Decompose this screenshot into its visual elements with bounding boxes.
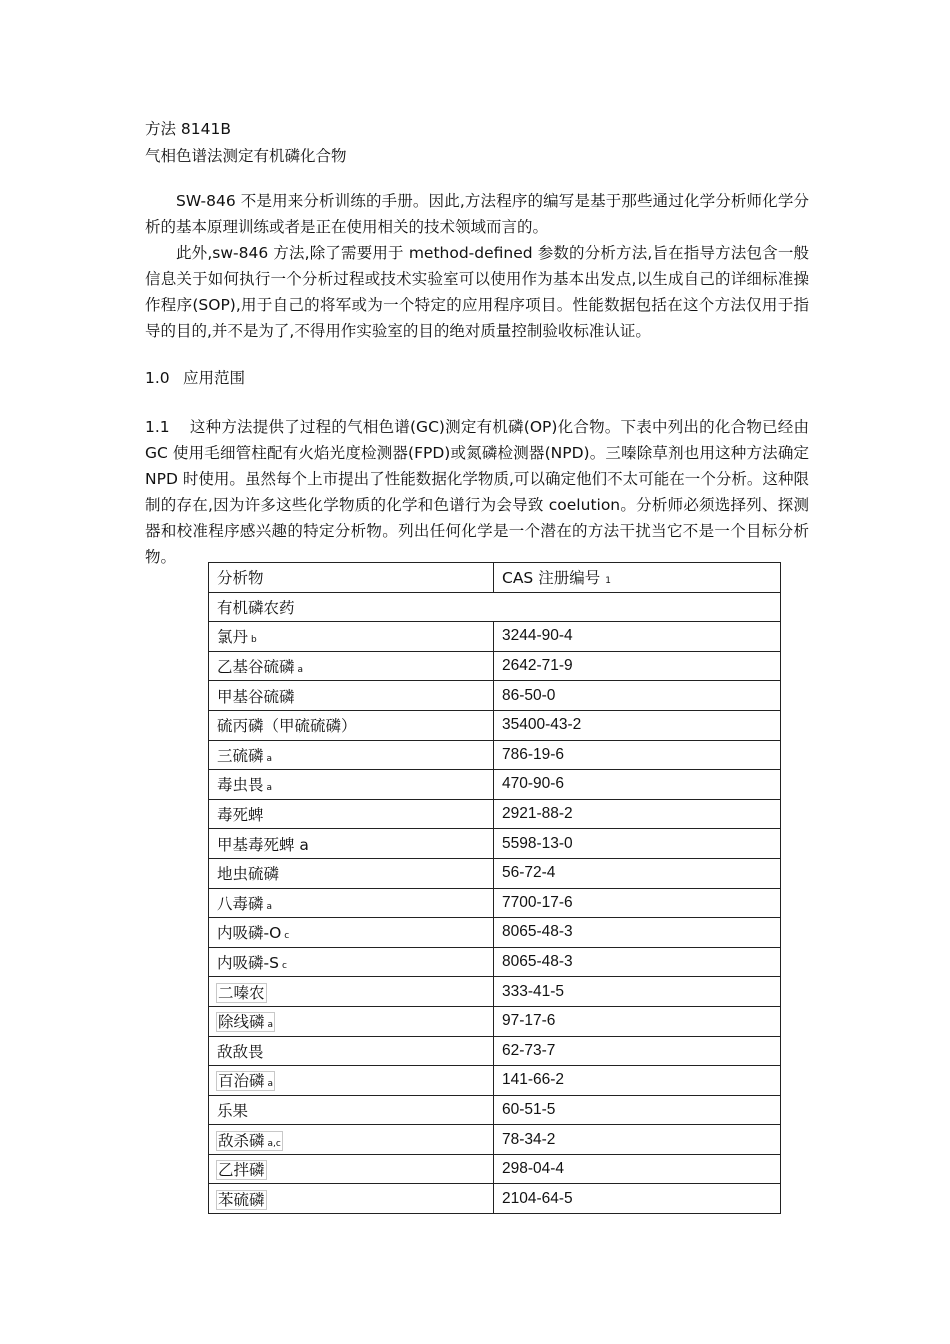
analyte-cell — [209, 1125, 494, 1155]
analyte-name: 乙拌磷 — [218, 1161, 265, 1180]
group-label: 有机磷农药 — [209, 592, 781, 622]
analyte-cell — [209, 622, 494, 652]
cas-number-cell: 786-19-6 — [494, 740, 781, 770]
analyte-name: 八毒磷 — [217, 894, 264, 913]
analyte-name-wrap — [217, 984, 266, 1002]
analyte-cell — [209, 977, 494, 1007]
analyte-name: 甲基谷硫磷 — [217, 687, 295, 706]
analyte-name-wrap — [217, 836, 309, 854]
cas-number-cell: 298-04-4 — [494, 1154, 781, 1184]
cas-number-cell: 35400-43-2 — [494, 710, 781, 740]
analyte-name: 内吸磷-S — [217, 954, 279, 973]
cas-number-cell: 86-50-0 — [494, 681, 781, 711]
analyte-name: 毒虫畏 — [217, 776, 264, 795]
footnote-mark: a — [266, 901, 273, 912]
analyte-name-wrap — [217, 1102, 248, 1120]
cas-number-cell: 2921-88-2 — [494, 799, 781, 829]
table-row — [209, 947, 781, 977]
analyte-name: 苯硫磷 — [218, 1190, 265, 1209]
document-subtitle: 气相色谱法测定有机磷化合物 — [145, 147, 347, 165]
analyte-cell — [209, 1095, 494, 1125]
section-heading — [145, 368, 245, 388]
cas-number-cell: 2642-71-9 — [494, 651, 781, 681]
analyte-cell — [209, 770, 494, 800]
analyte-name: 敌杀磷 — [218, 1131, 265, 1150]
cas-number-cell: 470-90-6 — [494, 770, 781, 800]
cas-number-cell: 8065-48-3 — [494, 918, 781, 948]
analyte-name: 乙基谷硫磷 — [217, 658, 295, 677]
analyte-name: 毒死蜱 — [217, 806, 264, 825]
analyte-name-wrap — [217, 747, 272, 765]
table-row — [209, 1184, 781, 1214]
footnote-mark: a — [266, 753, 273, 764]
analyte-cell — [209, 1036, 494, 1066]
table-row — [209, 1036, 781, 1066]
table-header-row — [209, 563, 781, 593]
analyte-name: 除线磷 — [218, 1013, 265, 1032]
analyte-name-wrap — [217, 806, 264, 824]
table-row — [209, 918, 781, 948]
analyte-name-wrap — [217, 658, 303, 676]
subsection-number: 1.1 — [145, 418, 170, 436]
section-title: 应用范围 — [183, 369, 246, 387]
table-row — [209, 977, 781, 1007]
analyte-cell — [209, 829, 494, 859]
table-row — [209, 622, 781, 652]
analyte-name-wrap — [217, 628, 257, 646]
cas-number-cell: 8065-48-3 — [494, 947, 781, 977]
cas-number-cell: 56-72-4 — [494, 858, 781, 888]
analyte-name-wrap — [217, 895, 272, 913]
analyte-name-wrap — [217, 1161, 266, 1179]
analyte-cas-table — [208, 562, 781, 1214]
intro-paragraph-1: SW-846 不是用来分析训练的手册。因此,方法程序的编写是基于那些通过化学分析师化学分析的基本原理训练或者是正在使用相关的技术领域而言的。 — [145, 192, 809, 236]
cas-number-cell: 2104-64-5 — [494, 1184, 781, 1214]
analyte-cell — [209, 1184, 494, 1214]
table-row — [209, 799, 781, 829]
analyte-name: 百治磷 — [218, 1072, 265, 1091]
analyte-cell — [209, 888, 494, 918]
cas-number-cell: 3244-90-4 — [494, 622, 781, 652]
analyte-name-wrap — [217, 954, 287, 972]
analyte-name: 地虫硫磷 — [217, 865, 280, 884]
footnote-mark: a — [297, 665, 304, 676]
analyte-name-wrap — [217, 1132, 282, 1150]
table-row — [209, 1066, 781, 1096]
table-row — [209, 651, 781, 681]
footnote-mark: a — [267, 1020, 274, 1031]
table-row — [209, 1154, 781, 1184]
analyte-name: 二嗪农 — [218, 983, 265, 1002]
analyte-name-wrap — [217, 688, 295, 706]
analyte-name: 敌敌畏 — [217, 1042, 264, 1061]
analyte-name-wrap — [217, 1072, 274, 1090]
footnote-mark: a,c — [267, 1138, 281, 1149]
footnote-mark: b — [251, 635, 257, 646]
cas-number-cell: 78-34-2 — [494, 1125, 781, 1155]
cas-number-cell: 97-17-6 — [494, 1006, 781, 1036]
cas-number-cell: 60-51-5 — [494, 1095, 781, 1125]
cas-number-cell: 7700-17-6 — [494, 888, 781, 918]
table-row — [209, 740, 781, 770]
analyte-name-wrap — [217, 776, 272, 794]
analyte-name-wrap — [217, 1013, 274, 1031]
cas-number-cell: 62-73-7 — [494, 1036, 781, 1066]
subsection-paragraph — [145, 414, 809, 570]
analyte-cell — [209, 681, 494, 711]
table-row — [209, 888, 781, 918]
table-row — [209, 681, 781, 711]
analyte-cell — [209, 710, 494, 740]
cas-number-cell: 333-41-5 — [494, 977, 781, 1007]
analyte-name-wrap — [217, 865, 279, 883]
analyte-cell — [209, 799, 494, 829]
analyte-name-wrap — [217, 717, 357, 735]
analyte-name-wrap — [217, 924, 289, 942]
analyte-name: 甲基毒死蜱 a — [217, 835, 309, 854]
table-row — [209, 710, 781, 740]
footnote-mark: a — [266, 783, 273, 794]
analyte-name: 乐果 — [217, 1101, 249, 1120]
analyte-name-wrap — [217, 1043, 264, 1061]
footnote-mark: a — [267, 1079, 274, 1090]
header-analyte: 分析物 — [209, 563, 494, 593]
analyte-cell — [209, 1066, 494, 1096]
analyte-cell — [209, 918, 494, 948]
analyte-cell — [209, 651, 494, 681]
table-row — [209, 829, 781, 859]
analyte-cell — [209, 1154, 494, 1184]
header-cas — [494, 563, 781, 593]
analyte-cell — [209, 1006, 494, 1036]
footnote-mark: c — [284, 931, 290, 942]
analyte-name: 三硫磷 — [217, 746, 264, 765]
table-row — [209, 1095, 781, 1125]
section-number: 1.0 — [145, 369, 170, 387]
analyte-name: 内吸磷-O — [217, 924, 282, 943]
analyte-name-wrap — [217, 1191, 266, 1209]
header-cas-label: CAS 注册编号 — [502, 569, 601, 588]
table-row — [209, 770, 781, 800]
cas-number-cell: 5598-13-0 — [494, 829, 781, 859]
table-row — [209, 1006, 781, 1036]
footnote-mark: c — [281, 961, 287, 972]
analyte-cell — [209, 740, 494, 770]
intro-paragraph-2: 此外,sw-846 方法,除了需要用于 method-defined 参数的分析方法,旨在指导方法包含一般信息关于如何执行一个分析过程或技术实验室可以使用作为基本出发点,以生成自己的详细标准操作程序(SOP),用于自己的将军或为一个特定的应用程序项目。性能数据包括在这个方法仅用于指导的目的,并不是为了,不得用作实验室的目的绝对质量控制验收标准认证。 — [145, 244, 809, 340]
table-row — [209, 1125, 781, 1155]
analyte-cell — [209, 947, 494, 977]
analyte-name: 氯丹 — [217, 628, 249, 647]
analyte-cell — [209, 858, 494, 888]
table-group-row — [209, 592, 781, 622]
method-title: 方法 8141B — [145, 120, 232, 138]
analyte-name: 硫丙磷（甲硫硫磷） — [217, 717, 357, 736]
table-row — [209, 858, 781, 888]
subsection-text: 这种方法提供了过程的气相色谱(GC)测定有机磷(OP)化合物。下表中列出的化合物已经由 GC 使用毛细管柱配有火焰光度检测器(FPD)或氮磷检测器(NPD)。三嗪除草剂也用这种方法确定 NPD 时使用。虽然每个上市提出了性能数据化学物质,可以确定他们不太可能在一个分析。这种限制的存在,因为许多这些化学物质的化学和色谱行为会导致 coelution。分析师必须选择列、探测器和校准程序感兴趣的特定分析物。列出任何化学是一个潜在的方法干扰当它不是一个目标分析物。 — [145, 418, 809, 566]
cas-number-cell: 141-66-2 — [494, 1066, 781, 1096]
header-cas-footnote: 1 — [605, 576, 611, 587]
